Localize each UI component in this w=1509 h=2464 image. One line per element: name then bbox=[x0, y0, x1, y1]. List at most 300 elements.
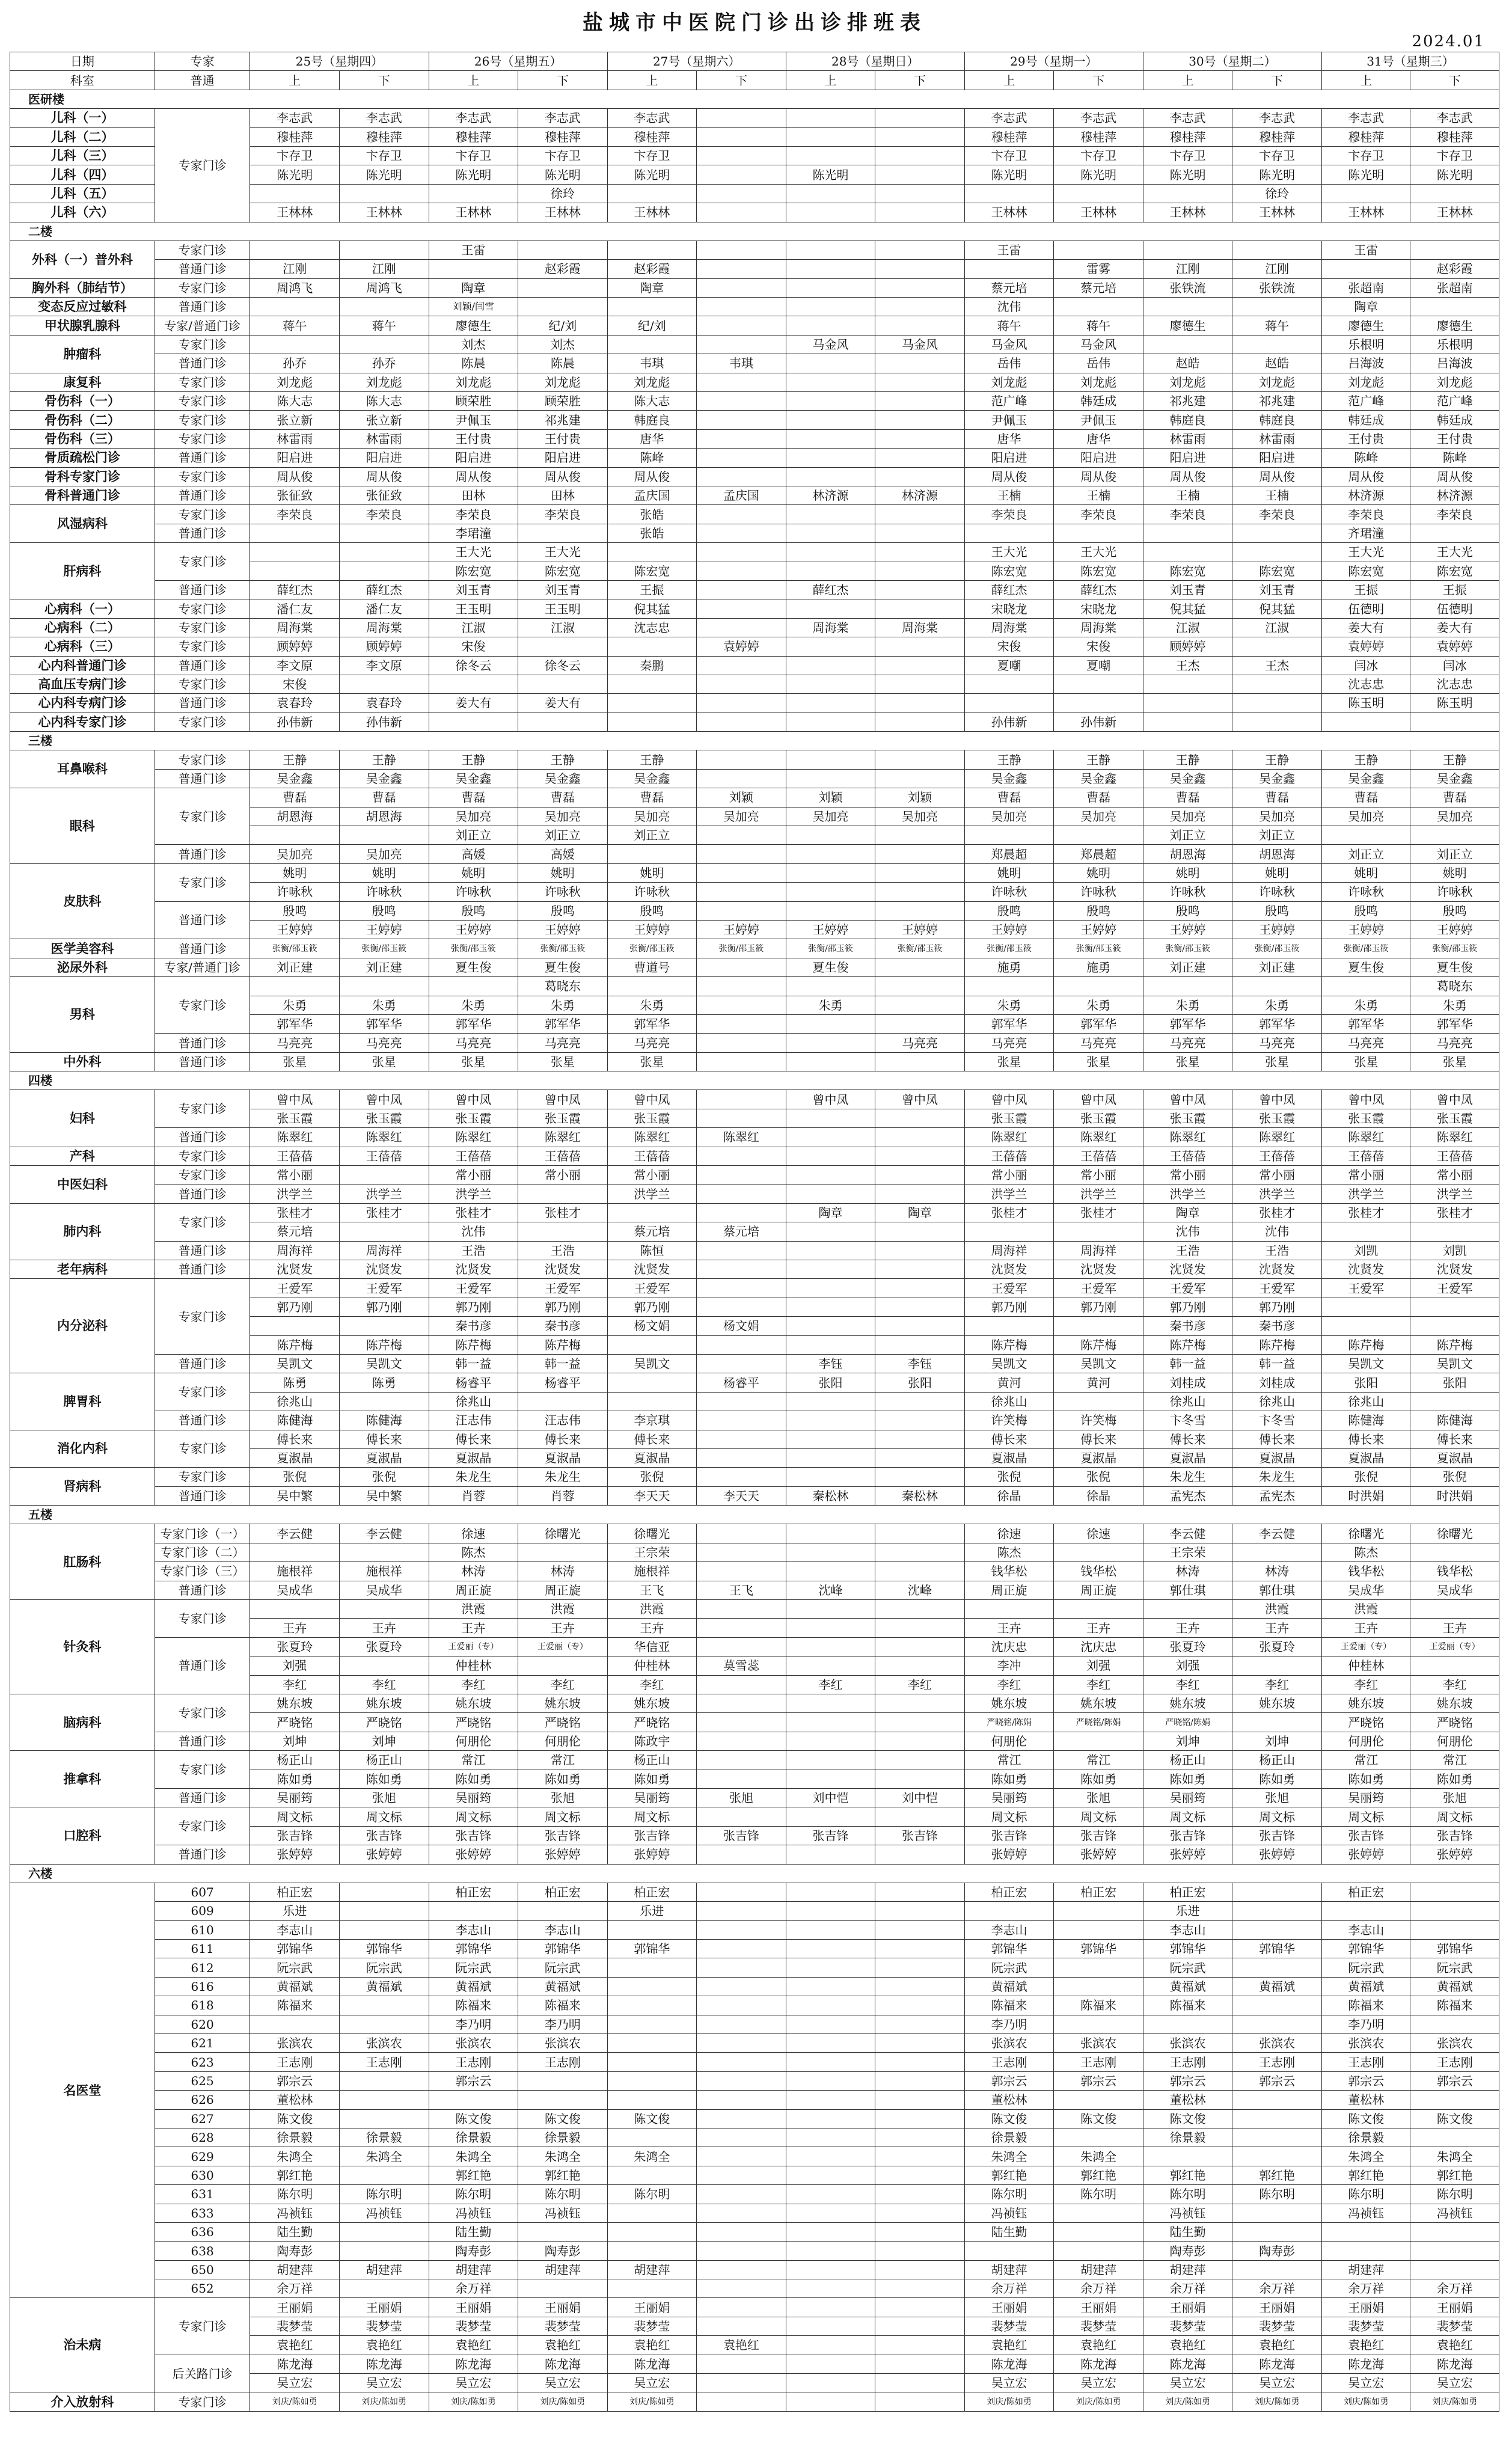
doctor-cell: 施勇 bbox=[1054, 958, 1143, 976]
doctor-cell: 姚东坡 bbox=[429, 1694, 518, 1712]
doctor-cell: 刘庆/陈如勇 bbox=[1143, 2392, 1232, 2411]
doctor-cell bbox=[786, 1260, 875, 1279]
doctor-cell: 陈文俊 bbox=[964, 2109, 1054, 2128]
doctor-cell bbox=[1410, 298, 1499, 316]
doctor-cell: 郭锦华 bbox=[1232, 1940, 1322, 1958]
department-cell: 老年病科 bbox=[10, 1260, 155, 1279]
doctor-cell: 胡建萍 bbox=[964, 2260, 1054, 2279]
doctor-cell: 陶章 bbox=[1143, 1203, 1232, 1222]
doctor-cell: 王婷婷 bbox=[1054, 920, 1143, 939]
doctor-cell: 胡恩海 bbox=[1143, 845, 1232, 863]
doctor-cell: 傅长来 bbox=[429, 1430, 518, 1448]
doctor-cell bbox=[875, 392, 965, 411]
doctor-cell: 袁艳红 bbox=[1143, 2336, 1232, 2355]
doctor-cell bbox=[697, 1732, 786, 1750]
doctor-cell: 王爱丽（专） bbox=[518, 1637, 608, 1656]
doctor-cell: 张衡/邵玉筱 bbox=[697, 939, 786, 958]
doctor-cell: 刘龙彪 bbox=[1321, 373, 1410, 391]
doctor-cell: 穆桂萍 bbox=[1410, 127, 1499, 146]
doctor-cell bbox=[340, 2071, 429, 2090]
doctor-cell: 洪学兰 bbox=[1232, 1184, 1322, 1203]
doctor-cell bbox=[875, 694, 965, 713]
doctor-cell bbox=[875, 316, 965, 335]
doctor-cell: 王浩 bbox=[1232, 1241, 1322, 1260]
doctor-cell bbox=[786, 1694, 875, 1712]
doctor-cell: 冯祯钰 bbox=[518, 2204, 608, 2222]
doctor-cell: 刘庆/陈如勇 bbox=[1321, 2392, 1410, 2411]
doctor-cell: 陈龙海 bbox=[1054, 2355, 1143, 2373]
doctor-cell: 张婷婷 bbox=[1232, 1845, 1322, 1864]
doctor-cell: 施根祥 bbox=[340, 1562, 429, 1581]
doctor-cell: 郑晨超 bbox=[964, 845, 1054, 863]
doctor-cell: 郭锦华 bbox=[1054, 1940, 1143, 1958]
header-pm: 下 bbox=[697, 71, 786, 90]
doctor-cell bbox=[786, 2279, 875, 2298]
floor-row bbox=[10, 90, 1499, 108]
doctor-cell: 黄福斌 bbox=[250, 1977, 340, 1996]
doctor-cell: 王爱丽（专） bbox=[1410, 1637, 1499, 1656]
doctor-cell: 王蓓蓓 bbox=[1410, 1147, 1499, 1165]
doctor-cell bbox=[875, 2279, 965, 2298]
doctor-cell bbox=[875, 1222, 965, 1241]
doctor-cell: 朱龙生 bbox=[1143, 1468, 1232, 1486]
doctor-cell: 周从俊 bbox=[1054, 467, 1143, 486]
doctor-cell: 夏淑晶 bbox=[1321, 1448, 1410, 1467]
doctor-cell: 严晓铭/陈娟 bbox=[964, 1713, 1054, 1732]
doctor-cell: 张吉锋 bbox=[697, 1826, 786, 1845]
doctor-cell: 王志刚 bbox=[340, 2053, 429, 2071]
clinic-type-cell: 普通门诊 bbox=[155, 845, 250, 863]
department-cell: 口腔科 bbox=[10, 1807, 155, 1864]
doctor-cell: 洪学兰 bbox=[964, 1184, 1054, 1203]
doctor-cell: 郭乃刚 bbox=[1143, 1298, 1232, 1316]
doctor-cell: 陈杰 bbox=[964, 1543, 1054, 1561]
doctor-cell: 夏嘲 bbox=[964, 656, 1054, 675]
doctor-cell: 王楠 bbox=[1232, 486, 1322, 504]
doctor-cell bbox=[697, 1260, 786, 1279]
doctor-cell: 黄河 bbox=[1054, 1373, 1143, 1392]
doctor-cell: 蔡元培 bbox=[964, 278, 1054, 297]
doctor-cell bbox=[697, 278, 786, 297]
doctor-cell: 孟庆国 bbox=[697, 486, 786, 504]
doctor-cell: 蔡元培 bbox=[1054, 278, 1143, 297]
doctor-cell: 周海棠 bbox=[964, 618, 1054, 637]
doctor-cell: 李荣良 bbox=[964, 505, 1054, 524]
doctor-cell: 曾中凤 bbox=[1054, 1090, 1143, 1109]
doctor-cell: 李乃明 bbox=[1321, 2015, 1410, 2033]
doctor-cell bbox=[786, 826, 875, 845]
doctor-cell bbox=[1232, 524, 1322, 542]
doctor-cell bbox=[1232, 694, 1322, 713]
schedule-row bbox=[10, 958, 1499, 976]
doctor-cell: 刘桂成 bbox=[1143, 1373, 1232, 1392]
clinic-type-cell: 628 bbox=[155, 2128, 250, 2147]
doctor-cell: 朱勇 bbox=[1321, 996, 1410, 1014]
doctor-cell: 周从俊 bbox=[429, 467, 518, 486]
doctor-cell: 吴凯文 bbox=[1410, 1354, 1499, 1373]
doctor-cell bbox=[786, 524, 875, 542]
doctor-cell: 薛红杰 bbox=[786, 580, 875, 599]
doctor-cell: 王丽娟 bbox=[340, 2298, 429, 2317]
doctor-cell: 张桂才 bbox=[964, 1203, 1054, 1222]
doctor-cell: 沈贤发 bbox=[518, 1260, 608, 1279]
doctor-cell: 张阳 bbox=[1321, 1373, 1410, 1392]
doctor-cell: 刘正立 bbox=[1321, 845, 1410, 863]
doctor-cell: 曹磊 bbox=[1321, 788, 1410, 807]
doctor-cell: 姚明 bbox=[1143, 863, 1232, 882]
doctor-cell bbox=[875, 713, 965, 731]
doctor-cell bbox=[1410, 1920, 1499, 1939]
clinic-type-cell: 专家门诊 bbox=[155, 1600, 250, 1638]
doctor-cell: 杨正山 bbox=[607, 1751, 697, 1770]
doctor-cell: 韦琪 bbox=[697, 354, 786, 373]
doctor-cell: 马金风 bbox=[786, 335, 875, 354]
doctor-cell bbox=[786, 1940, 875, 1958]
doctor-cell bbox=[875, 1732, 965, 1750]
header-pm: 下 bbox=[518, 71, 608, 90]
doctor-cell: 陈光明 bbox=[1054, 165, 1143, 184]
schedule-row bbox=[10, 2279, 1499, 2298]
doctor-cell: 姚明 bbox=[1232, 863, 1322, 882]
doctor-cell bbox=[875, 1807, 965, 1826]
doctor-cell bbox=[697, 1052, 786, 1071]
doctor-cell: 杨睿平 bbox=[697, 1373, 786, 1392]
doctor-cell bbox=[1054, 2242, 1143, 2260]
doctor-cell: 顾婷婷 bbox=[1143, 637, 1232, 656]
doctor-cell bbox=[697, 1902, 786, 1920]
doctor-cell: 沈志忠 bbox=[1410, 675, 1499, 693]
schedule-row bbox=[10, 373, 1499, 391]
doctor-cell bbox=[518, 2071, 608, 2090]
doctor-cell: 王蓓蓓 bbox=[518, 1147, 608, 1165]
doctor-cell bbox=[875, 1600, 965, 1619]
doctor-cell: 陶寿彭 bbox=[518, 2242, 608, 2260]
doctor-cell: 刘庆/陈如勇 bbox=[429, 2392, 518, 2411]
doctor-cell: 张玉霞 bbox=[340, 1109, 429, 1127]
doctor-cell: 陈尔明 bbox=[1321, 2185, 1410, 2204]
doctor-cell bbox=[1054, 2222, 1143, 2241]
doctor-cell bbox=[875, 543, 965, 562]
doctor-cell: 陈宏宽 bbox=[1143, 562, 1232, 580]
department-cell: 产科 bbox=[10, 1147, 155, 1165]
doctor-cell bbox=[875, 260, 965, 278]
doctor-cell: 周文标 bbox=[1321, 1807, 1410, 1826]
clinic-type-cell: 专家门诊 bbox=[155, 675, 250, 693]
doctor-cell: 冯祯钰 bbox=[964, 2204, 1054, 2222]
doctor-cell bbox=[1410, 713, 1499, 731]
doctor-cell: 卞冬雪 bbox=[1232, 1411, 1322, 1430]
doctor-cell: 郭红艳 bbox=[964, 2166, 1054, 2184]
doctor-cell: 曹磊 bbox=[1143, 788, 1232, 807]
doctor-cell bbox=[786, 1147, 875, 1165]
clinic-type-cell: 专家门诊 bbox=[155, 392, 250, 411]
doctor-cell: 姜大有 bbox=[429, 694, 518, 713]
doctor-cell: 仲桂林 bbox=[429, 1656, 518, 1675]
doctor-cell bbox=[697, 429, 786, 448]
doctor-cell bbox=[786, 1109, 875, 1127]
doctor-cell bbox=[697, 2392, 786, 2411]
header-day: 29号（星期一） bbox=[964, 52, 1143, 71]
doctor-cell: 郭军华 bbox=[1410, 1014, 1499, 1033]
doctor-cell: 张吉锋 bbox=[1143, 1826, 1232, 1845]
doctor-cell: 纪/刘 bbox=[607, 316, 697, 335]
schedule-row bbox=[10, 713, 1499, 731]
doctor-cell: 裴梦莹 bbox=[518, 2317, 608, 2335]
doctor-cell: 王婷婷 bbox=[1143, 920, 1232, 939]
doctor-cell: 常小丽 bbox=[1232, 1166, 1322, 1184]
doctor-cell: 陈光明 bbox=[1410, 165, 1499, 184]
doctor-cell bbox=[875, 1524, 965, 1543]
clinic-type-cell: 普通门诊 bbox=[155, 1732, 250, 1750]
doctor-cell: 刘正建 bbox=[340, 958, 429, 976]
doctor-cell: 林济源 bbox=[875, 486, 965, 504]
doctor-cell bbox=[786, 449, 875, 467]
doctor-cell: 郭锦华 bbox=[250, 1940, 340, 1958]
doctor-cell: 宋俊 bbox=[250, 675, 340, 693]
doctor-cell bbox=[786, 1902, 875, 1920]
schedule-row bbox=[10, 939, 1499, 958]
doctor-cell bbox=[786, 260, 875, 278]
doctor-cell: 张吉锋 bbox=[1321, 1826, 1410, 1845]
doctor-cell bbox=[786, 429, 875, 448]
doctor-cell: 汪志伟 bbox=[518, 1411, 608, 1430]
schedule-row bbox=[10, 1562, 1499, 1581]
doctor-cell: 周文标 bbox=[607, 1807, 697, 1826]
doctor-cell bbox=[786, 2015, 875, 2033]
doctor-cell: 郭宗云 bbox=[1232, 2071, 1322, 2090]
doctor-cell: 张衡/邵玉筱 bbox=[964, 939, 1054, 958]
doctor-cell bbox=[786, 184, 875, 203]
doctor-cell bbox=[786, 146, 875, 165]
doctor-cell: 裴梦莹 bbox=[1054, 2317, 1143, 2335]
doctor-cell: 徐曙光 bbox=[1410, 1524, 1499, 1543]
doctor-cell: 祁兆建 bbox=[518, 411, 608, 429]
doctor-cell bbox=[786, 467, 875, 486]
doctor-cell bbox=[1321, 713, 1410, 731]
doctor-cell: 郭红艳 bbox=[1232, 2166, 1322, 2184]
doctor-cell: 卞存卫 bbox=[964, 146, 1054, 165]
doctor-cell bbox=[1321, 826, 1410, 845]
doctor-cell: 王丽娟 bbox=[607, 2298, 697, 2317]
doctor-cell: 曹磊 bbox=[250, 788, 340, 807]
doctor-cell bbox=[875, 429, 965, 448]
doctor-cell bbox=[697, 656, 786, 675]
doctor-cell: 郭锦华 bbox=[518, 1940, 608, 1958]
doctor-cell: 王丽娟 bbox=[250, 2298, 340, 2317]
clinic-type-cell: 621 bbox=[155, 2034, 250, 2053]
doctor-cell: 莫雪蕊 bbox=[697, 1656, 786, 1675]
doctor-cell bbox=[875, 1128, 965, 1147]
doctor-cell: 齐珺潼 bbox=[1321, 524, 1410, 542]
doctor-cell bbox=[1054, 1317, 1143, 1335]
doctor-cell: 王雷 bbox=[1321, 241, 1410, 259]
doctor-cell bbox=[1054, 826, 1143, 845]
schedule-row bbox=[10, 1184, 1499, 1203]
doctor-cell: 郭军华 bbox=[250, 1014, 340, 1033]
doctor-cell: 陈如勇 bbox=[964, 1770, 1054, 1788]
doctor-cell: 姚明 bbox=[1321, 863, 1410, 882]
doctor-cell: 洪学兰 bbox=[429, 1184, 518, 1203]
doctor-cell: 阮宗武 bbox=[1321, 1958, 1410, 1977]
doctor-cell: 江淑 bbox=[1143, 618, 1232, 637]
doctor-cell: 宋俊 bbox=[429, 637, 518, 656]
doctor-cell: 蔡元培 bbox=[250, 1222, 340, 1241]
doctor-cell: 胡恩海 bbox=[1232, 845, 1322, 863]
doctor-cell bbox=[964, 694, 1054, 713]
schedule-row bbox=[10, 2109, 1499, 2128]
doctor-cell: 陈如勇 bbox=[1143, 1770, 1232, 1788]
doctor-cell bbox=[697, 1335, 786, 1354]
doctor-cell: 吴加亮 bbox=[340, 845, 429, 863]
doctor-cell: 陈勇 bbox=[340, 1373, 429, 1392]
department-cell: 骨质疏松门诊 bbox=[10, 449, 155, 467]
doctor-cell: 陈翠红 bbox=[964, 1128, 1054, 1147]
doctor-cell bbox=[697, 1713, 786, 1732]
doctor-cell: 张衡/邵玉筱 bbox=[1321, 939, 1410, 958]
doctor-cell: 殷鸣 bbox=[1232, 901, 1322, 920]
header-am: 上 bbox=[1321, 71, 1410, 90]
doctor-cell: 曹道号 bbox=[607, 958, 697, 976]
clinic-type-cell: 普通门诊 bbox=[155, 524, 250, 542]
doctor-cell bbox=[697, 1279, 786, 1298]
doctor-cell: 陈光明 bbox=[1321, 165, 1410, 184]
doctor-cell: 李红 bbox=[964, 1675, 1054, 1694]
doctor-cell: 沈贤发 bbox=[1232, 1260, 1322, 1279]
clinic-type-cell: 专家门诊 bbox=[155, 373, 250, 391]
schedule-row bbox=[10, 1996, 1499, 2015]
doctor-cell: 姚东坡 bbox=[1232, 1694, 1322, 1712]
doctor-cell: 王丽娟 bbox=[518, 2298, 608, 2317]
doctor-cell: 李云健 bbox=[340, 1524, 429, 1543]
doctor-cell: 周海棠 bbox=[340, 618, 429, 637]
doctor-cell bbox=[429, 260, 518, 278]
doctor-cell: 殷鸣 bbox=[1321, 901, 1410, 920]
doctor-cell: 吴金鑫 bbox=[1232, 769, 1322, 788]
doctor-cell: 朱勇 bbox=[1232, 996, 1322, 1014]
doctor-cell: 夏生俊 bbox=[1321, 958, 1410, 976]
schedule-row bbox=[10, 449, 1499, 467]
doctor-cell bbox=[340, 1996, 429, 2015]
doctor-cell bbox=[786, 1184, 875, 1203]
doctor-cell: 王浩 bbox=[518, 1241, 608, 1260]
department-cell: 针灸科 bbox=[10, 1600, 155, 1694]
doctor-cell bbox=[1054, 2128, 1143, 2147]
doctor-cell: 陈芹梅 bbox=[1054, 1335, 1143, 1354]
doctor-cell: 周从俊 bbox=[340, 467, 429, 486]
doctor-cell bbox=[786, 694, 875, 713]
doctor-cell bbox=[1321, 1902, 1410, 1920]
doctor-cell: 李红 bbox=[1232, 1675, 1322, 1694]
doctor-cell: 郭锦华 bbox=[607, 1940, 697, 1958]
doctor-cell: 刘庆/陈如勇 bbox=[1054, 2392, 1143, 2411]
doctor-cell: 张星 bbox=[1321, 1052, 1410, 1071]
doctor-cell: 王卉 bbox=[1321, 1619, 1410, 1637]
doctor-cell: 张婷婷 bbox=[1321, 1845, 1410, 1864]
doctor-cell: 曾中凤 bbox=[1410, 1090, 1499, 1109]
doctor-cell: 王卉 bbox=[340, 1619, 429, 1637]
doctor-cell: 王爱军 bbox=[1321, 1279, 1410, 1298]
doctor-cell bbox=[1143, 2015, 1232, 2033]
doctor-cell: 刘龙彪 bbox=[250, 373, 340, 391]
doctor-cell: 陈芹梅 bbox=[429, 1335, 518, 1354]
doctor-cell bbox=[1410, 1600, 1499, 1619]
doctor-cell: 阳启进 bbox=[340, 449, 429, 467]
doctor-cell: 袁婷婷 bbox=[697, 637, 786, 656]
doctor-cell: 沈贤发 bbox=[607, 1260, 697, 1279]
doctor-cell bbox=[875, 1109, 965, 1127]
doctor-cell: 王婷婷 bbox=[1410, 920, 1499, 939]
doctor-cell bbox=[340, 2166, 429, 2184]
doctor-cell: 朱勇 bbox=[1054, 996, 1143, 1014]
doctor-cell: 傅长来 bbox=[607, 1430, 697, 1448]
doctor-cell bbox=[875, 2336, 965, 2355]
clinic-type-cell: 普通门诊 bbox=[155, 298, 250, 316]
doctor-cell: 余万祥 bbox=[429, 2279, 518, 2298]
doctor-cell: 穆桂萍 bbox=[429, 127, 518, 146]
doctor-cell: 乐根明 bbox=[1321, 335, 1410, 354]
doctor-cell: 王蓓蓓 bbox=[1232, 1147, 1322, 1165]
doctor-cell: 洪学兰 bbox=[1321, 1184, 1410, 1203]
doctor-cell: 张吉锋 bbox=[250, 1826, 340, 1845]
doctor-cell: 常江 bbox=[1054, 1751, 1143, 1770]
doctor-cell bbox=[250, 543, 340, 562]
schedule-row bbox=[10, 1430, 1499, 1448]
doctor-cell bbox=[607, 2128, 697, 2147]
doctor-cell: 汪志伟 bbox=[429, 1411, 518, 1430]
doctor-cell bbox=[875, 184, 965, 203]
doctor-cell: 王付贵 bbox=[518, 429, 608, 448]
doctor-cell: 郭红艳 bbox=[250, 2166, 340, 2184]
doctor-cell: 伍德明 bbox=[1410, 599, 1499, 618]
doctor-cell bbox=[875, 2204, 965, 2222]
doctor-cell bbox=[786, 675, 875, 693]
floor-row bbox=[10, 1506, 1499, 1524]
doctor-cell: 王大光 bbox=[964, 543, 1054, 562]
doctor-cell bbox=[1054, 1392, 1143, 1411]
doctor-cell: 沈贤发 bbox=[340, 1260, 429, 1279]
doctor-cell bbox=[697, 203, 786, 222]
doctor-cell: 许笑梅 bbox=[964, 1411, 1054, 1430]
doctor-cell bbox=[607, 675, 697, 693]
doctor-cell: 张玉霞 bbox=[518, 1109, 608, 1127]
doctor-cell bbox=[1321, 1317, 1410, 1335]
doctor-cell: 洪霞 bbox=[607, 1600, 697, 1619]
doctor-cell: 吴凯文 bbox=[607, 1354, 697, 1373]
doctor-cell: 李志山 bbox=[1321, 1920, 1410, 1939]
doctor-cell: 胡建萍 bbox=[1054, 2260, 1143, 2279]
doctor-cell bbox=[1321, 2222, 1410, 2241]
doctor-cell: 闫冰 bbox=[1321, 656, 1410, 675]
department-cell: 心病科（一） bbox=[10, 599, 155, 618]
doctor-cell bbox=[340, 675, 429, 693]
doctor-cell: 李荣良 bbox=[250, 505, 340, 524]
doctor-cell: 曾中凤 bbox=[875, 1090, 965, 1109]
doctor-cell bbox=[697, 109, 786, 127]
doctor-cell bbox=[697, 580, 786, 599]
doctor-cell: 洪学兰 bbox=[607, 1184, 697, 1203]
doctor-cell bbox=[250, 335, 340, 354]
doctor-cell: 吴加亮 bbox=[1054, 807, 1143, 826]
doctor-cell: 薛红杰 bbox=[1054, 580, 1143, 599]
doctor-cell: 薛红杰 bbox=[340, 580, 429, 599]
doctor-cell: 王林林 bbox=[1410, 203, 1499, 222]
doctor-cell: 张衡/邵玉筱 bbox=[1054, 939, 1143, 958]
doctor-cell: 阳启进 bbox=[1054, 449, 1143, 467]
doctor-cell bbox=[518, 241, 608, 259]
clinic-type-cell: 618 bbox=[155, 1996, 250, 2015]
doctor-cell: 冯祯钰 bbox=[340, 2204, 429, 2222]
doctor-cell: 陶寿彭 bbox=[250, 2242, 340, 2260]
